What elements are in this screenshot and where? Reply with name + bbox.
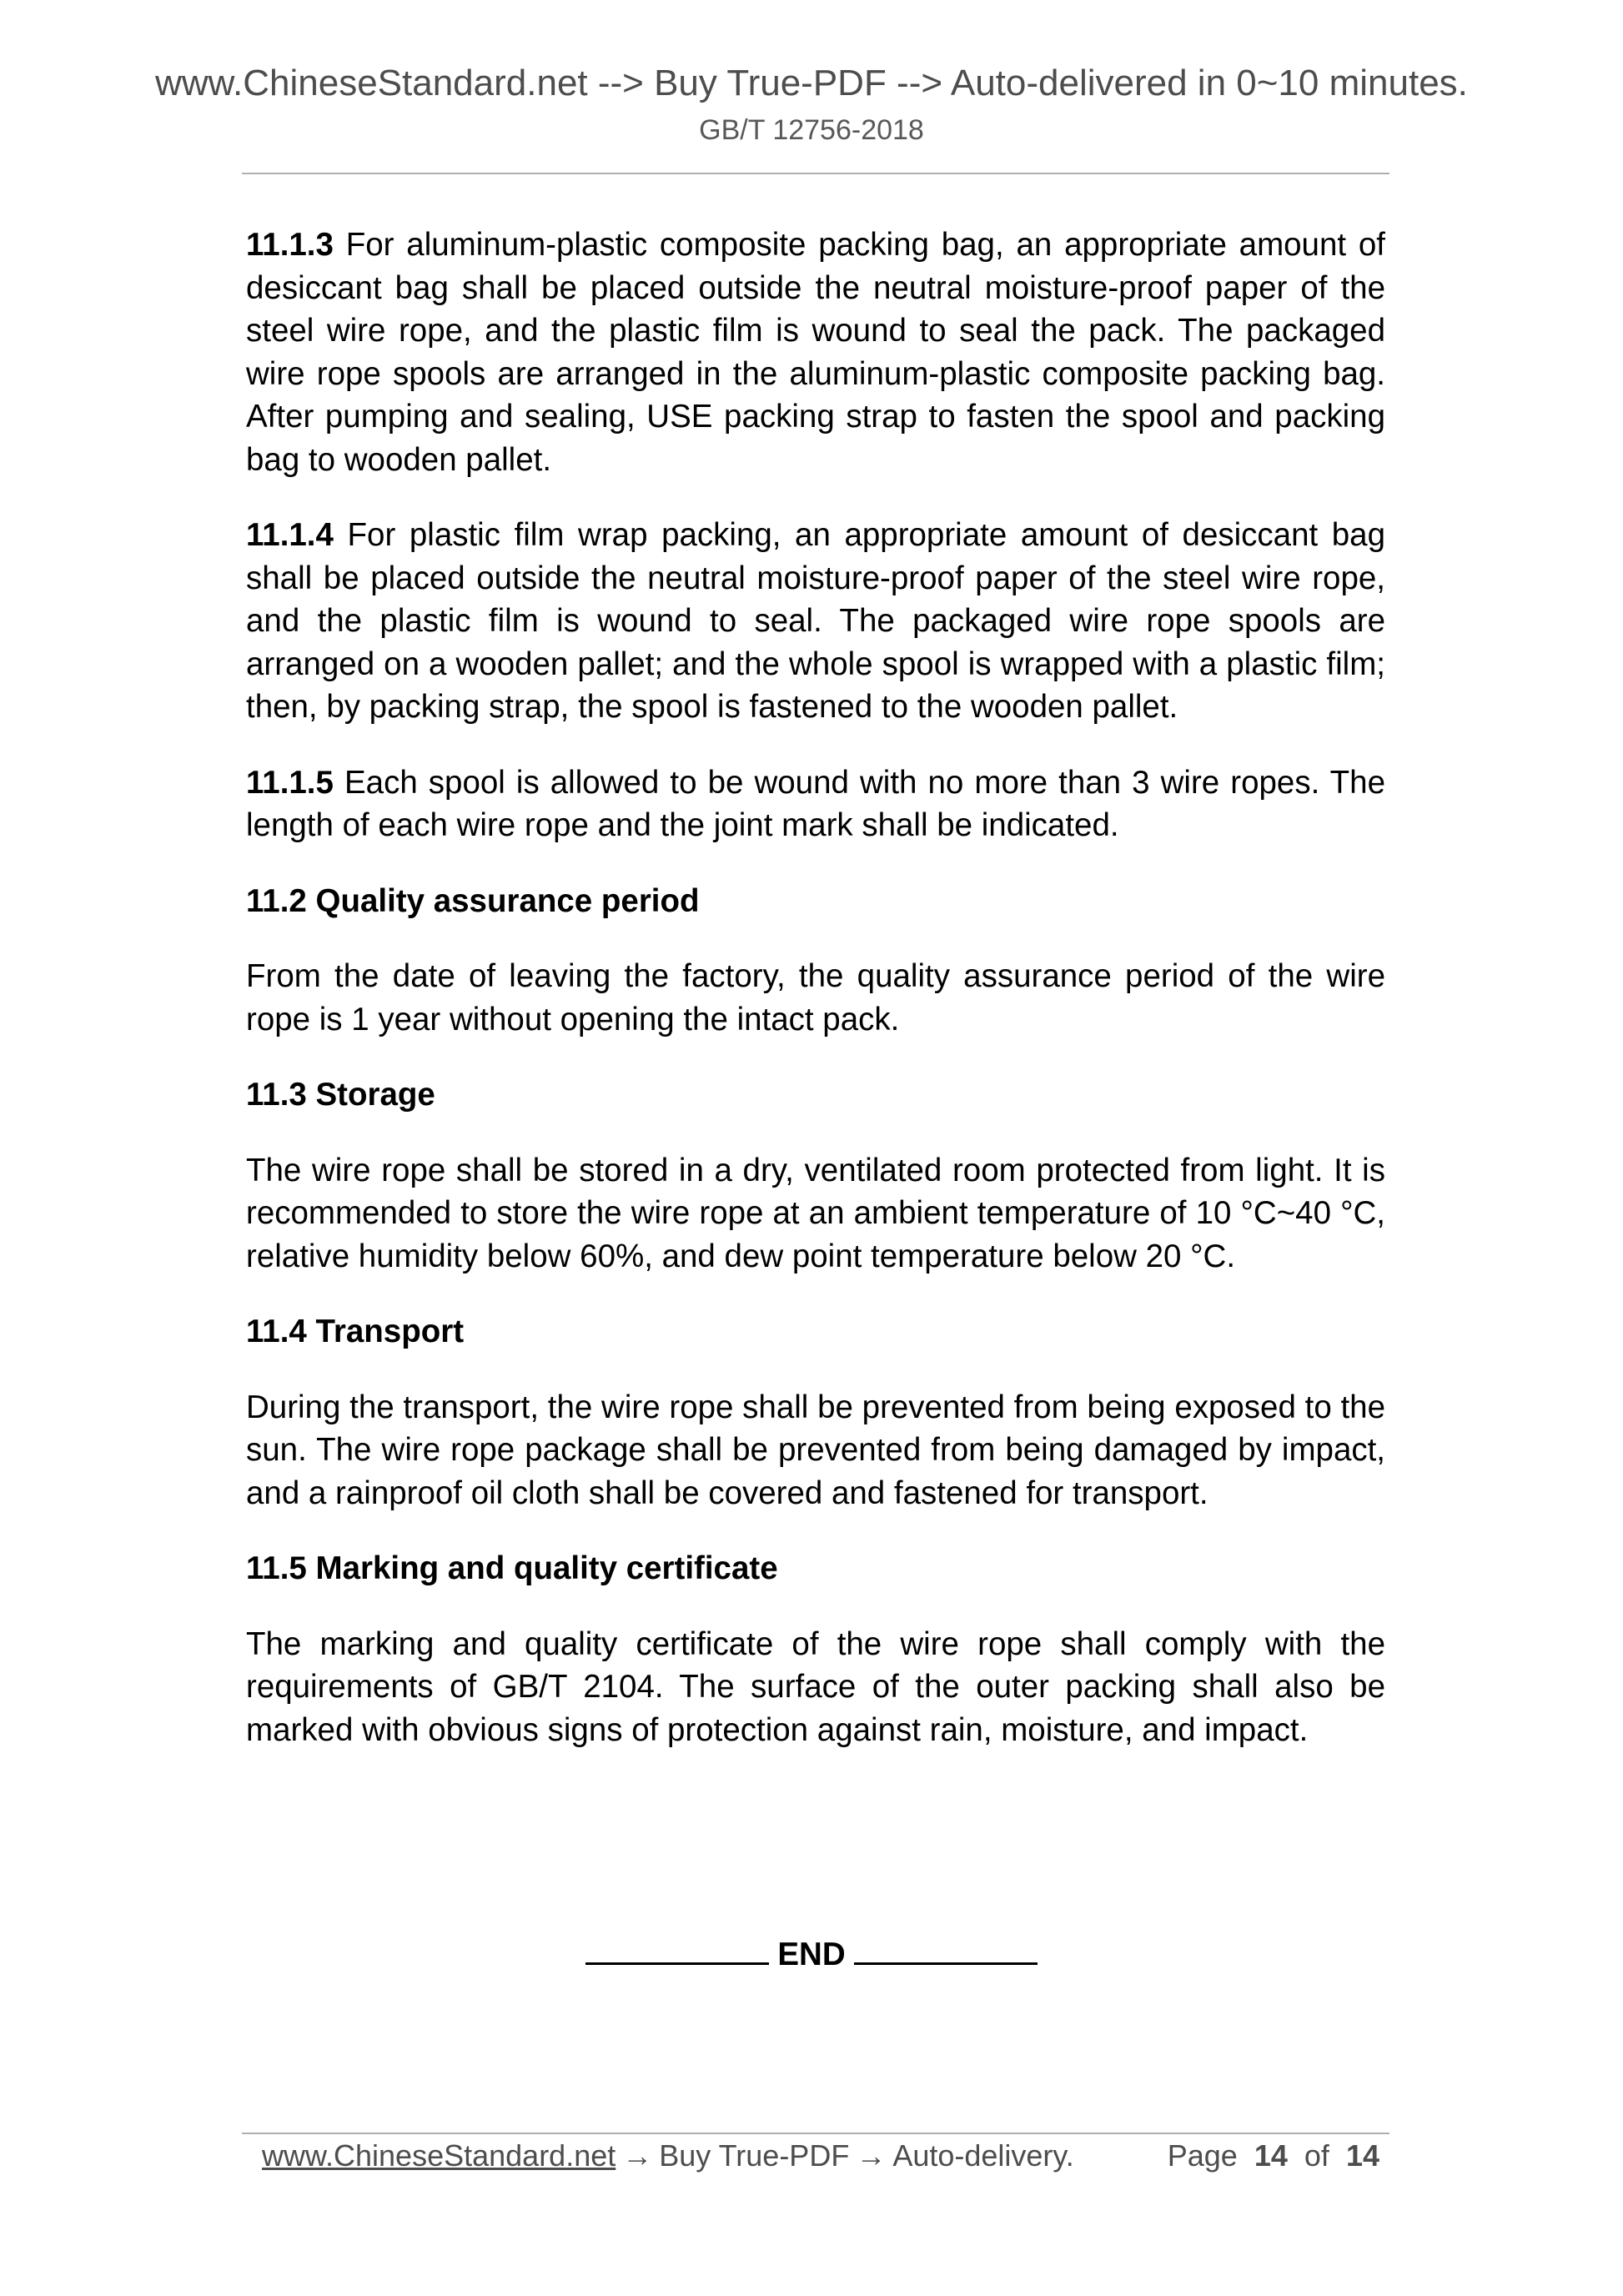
clause-11-1-5 (246, 761, 1385, 847)
clause-text: For plastic film wrap packing, an appropriate amount of desiccant bag shall be placed outside the neutral moisture-proof paper of the steel wire rope, and the plastic film is wound to seal. The packaged wire rope spools are arranged on a wooden pallet; and the whole spool is wrapped with a plastic film; then, by packing strap, the spool is fastened to the wooden pallet. (246, 517, 1385, 725)
end-marker (0, 1933, 1623, 1977)
footer-promo (262, 2135, 1074, 2177)
clause-number: 11.1.4 (246, 517, 334, 553)
footer-auto-text: Auto-delivery. (892, 2138, 1074, 2173)
paragraph-11-5: The marking and quality certificate of the wire rope shall comply with the requirements of GB/T 2104. The surface of the outer packing shall also be marked with obvious signs of protection against rain, moisture, and impact. (246, 1625, 1385, 1748)
heading-11-2: 11.2 Quality assurance period (246, 882, 700, 919)
page-number: 14 (1254, 2138, 1288, 2173)
clause-11-1-4 (246, 514, 1385, 729)
header-banner: www.ChineseStandard.net --> Buy True-PDF --> Auto-delivered in 0~10 minutes. (155, 63, 1468, 103)
page-indicator (1168, 2135, 1379, 2177)
standard-number: GB/T 12756-2018 (699, 114, 924, 146)
end-rule-right (854, 1934, 1038, 1965)
end-label: END (777, 1937, 846, 1972)
clause-text: For aluminum-plastic composite packing bag, an appropriate amount of desiccant bag shall be placed outside the neutral moisture-proof paper of the steel wire rope, and the plastic film is wound to seal the pack. The packaged wire rope spools are arranged in the aluminum-plastic composite packing bag. After pumping and sealing, USE packing strap to fasten the spool and packing bag to wooden pallet. (246, 227, 1385, 478)
footer-site-link[interactable]: www.ChineseStandard.net (262, 2138, 616, 2173)
page-total: 14 (1345, 2138, 1379, 2173)
page-header (0, 60, 1623, 150)
header-divider (242, 173, 1389, 174)
clause-11-1-3 (246, 224, 1385, 481)
paragraph-11-2: From the date of leaving the factory, the quality assurance period of the wire rope is 1 year without opening the intact pack. (246, 958, 1385, 1037)
arrow-right-icon: → (856, 2138, 887, 2173)
footer-divider (242, 2133, 1389, 2134)
heading-11-4: 11.4 Transport (246, 1314, 465, 1349)
document-body (246, 224, 1385, 1784)
clause-text: Each spool is allowed to be wound with no more than 3 wire ropes. The length of each wire rope and the joint mark shall be indicated. (246, 764, 1385, 843)
paragraph-11-3: The wire rope shall be stored in a dry, ventilated room protected from light. It is recommended to store the wire rope at an ambient temperature of 10 °C~40 °C, relative humidity below 60%, and dew point temperature below 20 °C. (246, 1152, 1385, 1274)
clause-number: 11.1.3 (246, 227, 334, 263)
clause-number: 11.1.5 (246, 764, 334, 801)
of-label: of (1304, 2138, 1329, 2173)
arrow-right-icon: → (622, 2138, 653, 2173)
heading-11-3: 11.3 Storage (246, 1077, 435, 1113)
paragraph-11-4: During the transport, the wire rope shall be prevented from being exposed to the sun. The wire rope package shall be prevented from being damaged by impact, and a rainproof oil cloth shall be covered and fastened for transport. (246, 1389, 1385, 1511)
end-rule-left (585, 1934, 769, 1965)
heading-11-5: 11.5 Marking and quality certificate (246, 1550, 778, 1586)
footer-buy-text: Buy True-PDF (659, 2138, 850, 2173)
page-label: Page (1167, 2138, 1238, 2173)
